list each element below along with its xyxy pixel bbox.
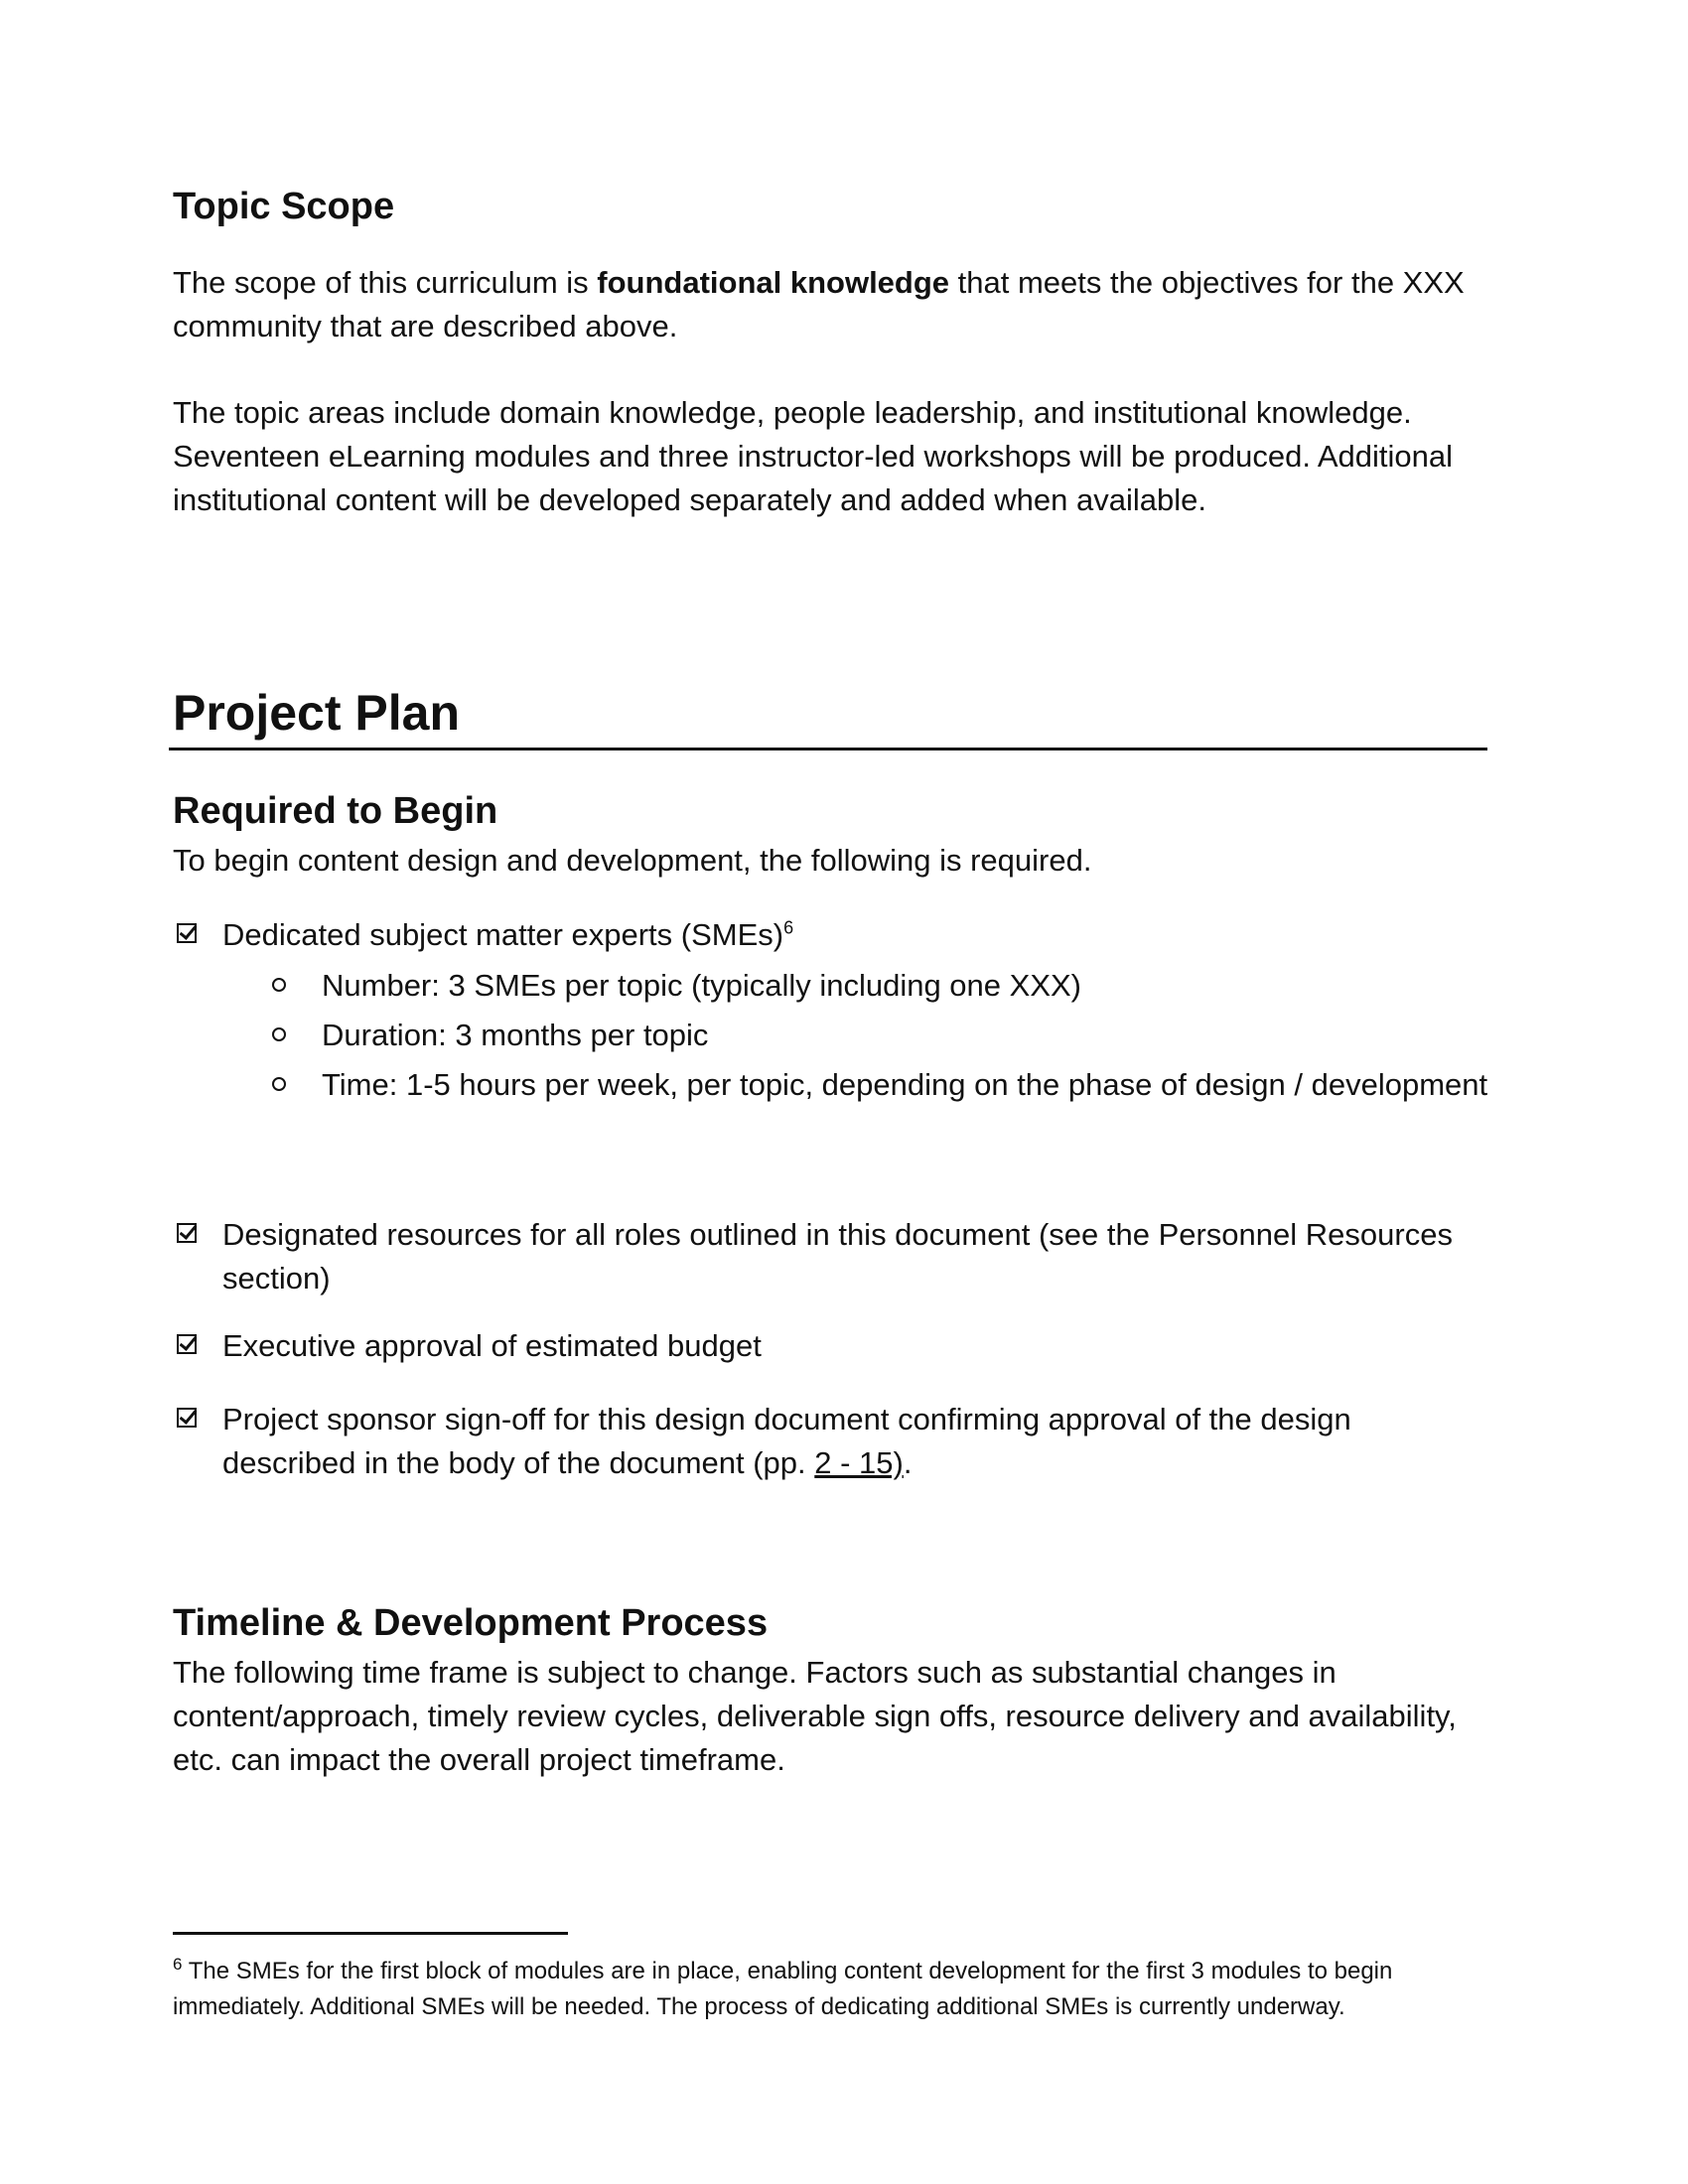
- requirement-text: [222, 913, 1483, 957]
- requirement-smes-label: Dedicated subject matter experts (SMEs): [222, 917, 784, 952]
- heading-underline: [169, 748, 1487, 751]
- topic-scope-paragraph-1: [173, 261, 1489, 348]
- topic-scope-para1-text-end: that meets the objectives for the XXX community that are described above.: [173, 265, 1465, 343]
- requirement-text: Executive approval of estimated budget: [222, 1328, 762, 1363]
- footnote: [173, 1954, 1493, 2025]
- topic-scope-para1-text: The scope of this curriculum is: [173, 265, 598, 300]
- signoff-text-end: .: [903, 1445, 913, 1480]
- checked-box-icon: [177, 1334, 197, 1354]
- footnote-text: The SMEs for the first block of modules are in place, enabling content development for the first 3 modules to begin immediately. Additional SMEs will be needed. The process of dedicating additional SMEs is currently underway.: [173, 1958, 1393, 2020]
- page-range-link[interactable]: 2 - 15): [814, 1445, 904, 1480]
- checked-box-icon: [177, 1223, 197, 1243]
- required-to-begin-heading: Required to Begin: [173, 790, 498, 832]
- requirement-text: Designated resources for all roles outlined in this document (see the Personnel Resources section): [222, 1217, 1453, 1296]
- required-to-begin-intro: To begin content design and development, the following is required.: [173, 843, 1092, 878]
- topic-scope-heading: Topic Scope: [173, 186, 395, 227]
- sub-item-text: Duration: 3 months per topic: [322, 1018, 709, 1052]
- footnote-reference: 6: [783, 917, 794, 938]
- hollow-bullet-icon: [272, 1027, 286, 1041]
- timeline-heading: Timeline & Development Process: [173, 1602, 769, 1644]
- hollow-bullet-icon: [272, 978, 286, 992]
- signoff-text: Project sponsor sign-off for this design document confirming approval of the design described in the body of the document (pp.: [222, 1402, 1351, 1480]
- sub-item-text: Number: 3 SMEs per topic (typically including one XXX): [322, 968, 1081, 1003]
- project-plan-heading: Project Plan: [173, 685, 460, 741]
- checked-box-icon: [177, 1408, 197, 1428]
- footnote-number: 6: [173, 1955, 183, 1974]
- hollow-bullet-icon: [272, 1077, 286, 1091]
- checked-box-icon: [177, 923, 197, 943]
- timeline-paragraph: The following time frame is subject to change. Factors such as substantial changes in content/approach, timely review cycles, deliverable sign offs, resource delivery and availability, etc. can impact the overall project timeframe.: [173, 1655, 1457, 1777]
- sub-item-text: Time: 1-5 hours per week, per topic, depending on the phase of design / development: [322, 1067, 1488, 1102]
- topic-scope-paragraph-2: The topic areas include domain knowledge, people leadership, and institutional knowledge. Seventeen eLearning modules and three instructor-led workshops will be produced. Additional institutional content will be developed separately and added when available.: [173, 395, 1454, 517]
- foundational-knowledge-bold: foundational knowledge: [597, 265, 950, 300]
- requirement-text: [222, 1398, 1483, 1485]
- footnote-separator: [173, 1932, 568, 1935]
